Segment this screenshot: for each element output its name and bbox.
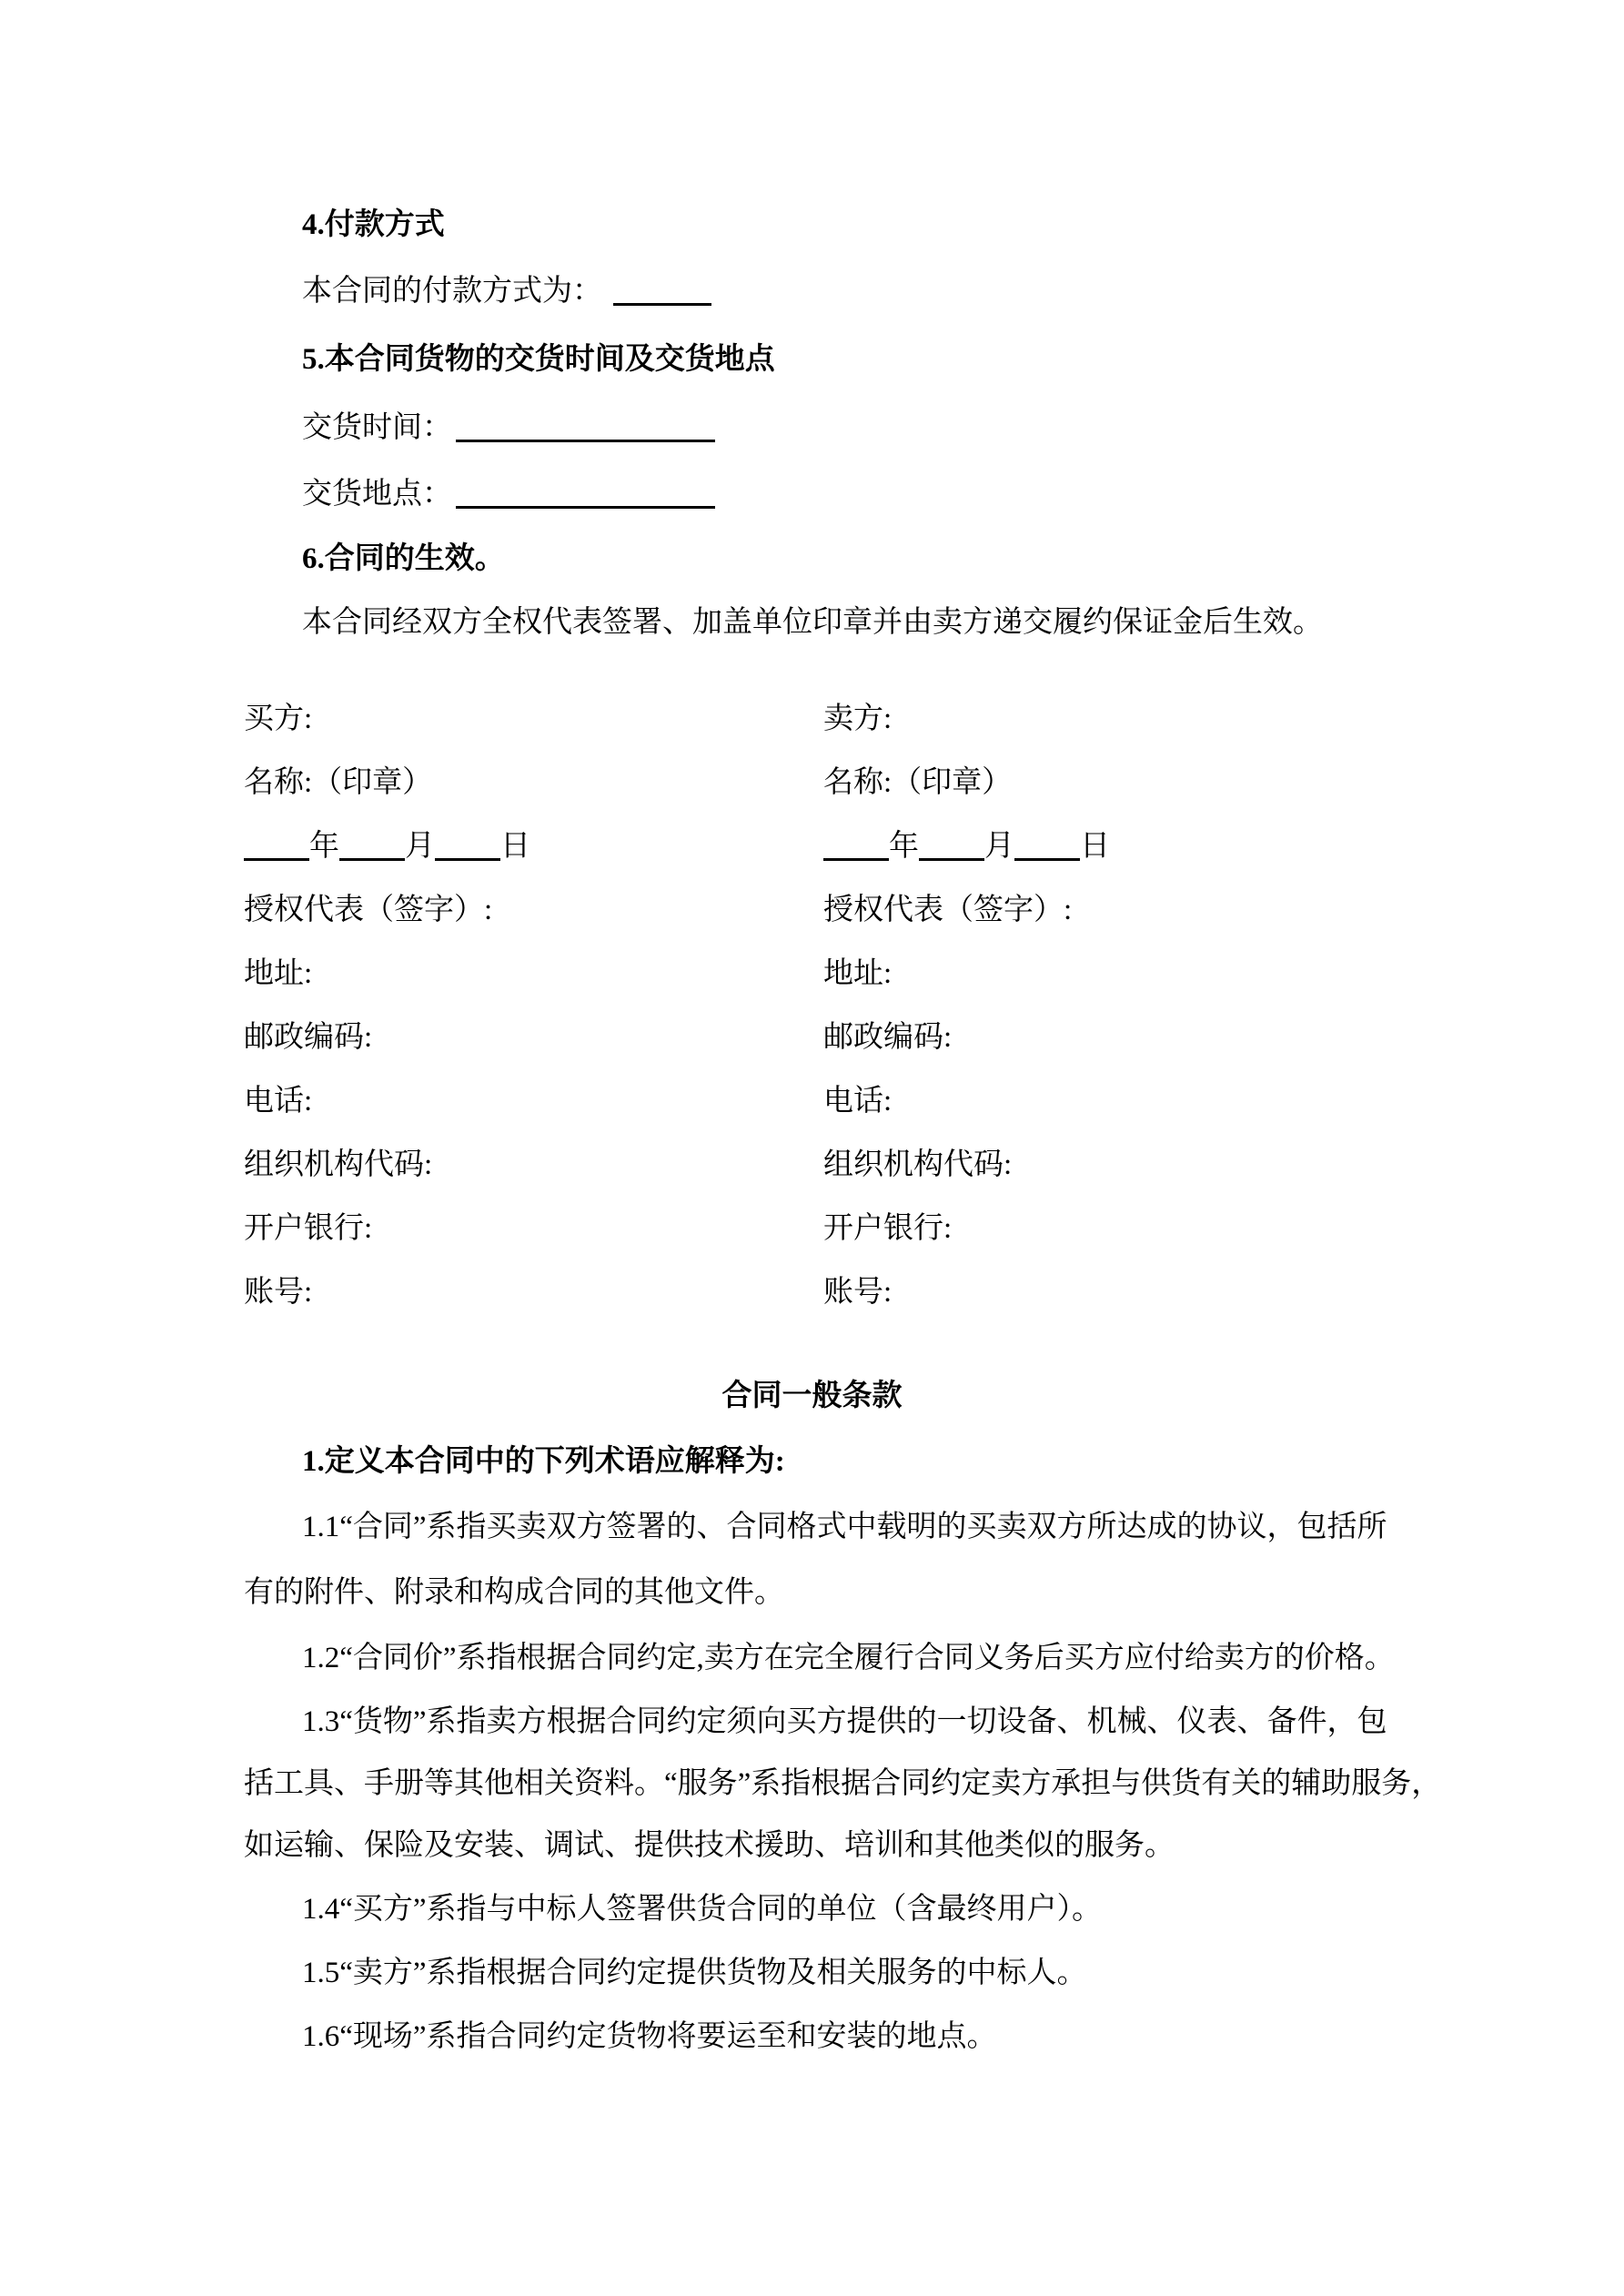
buyer-name-text: 名称:（印章） [244, 766, 433, 799]
buyer-phone-text: 电话: [244, 1085, 313, 1118]
delivery-heading [302, 339, 775, 379]
seller-bank-text: 开户银行: [823, 1212, 953, 1245]
seller-postal-text: 邮政编码: [823, 1021, 953, 1054]
buyer-postal-label [244, 1017, 372, 1057]
seller-day-blank [1014, 828, 1080, 861]
seller-date-line [823, 826, 1110, 866]
clause-text: 1.6“现场”系指合同约定货物将要运至和安装的地点。 [302, 2020, 997, 2053]
delivery-place-blank [456, 476, 715, 509]
clause-1-3-line-2 [244, 1764, 1441, 1804]
clause-1-5-line-1 [302, 1953, 1087, 1993]
buyer-name-label [244, 763, 432, 803]
delivery-time-label: 交货时间： [302, 411, 452, 444]
payment-label: 本合同的付款方式为： [302, 275, 602, 308]
buyer-org-label [244, 1145, 432, 1185]
seller-auth-text: 授权代表（签字）: [823, 894, 1073, 926]
seller-year-blank [823, 828, 889, 861]
clause-text: 1.5“卖方”系指根据合同约定提供货物及相关服务的中标人。 [302, 1957, 1087, 1989]
buyer-address-label [244, 954, 312, 994]
delivery-heading-text: 5.本合同货物的交货时间及交货地点 [302, 343, 775, 376]
seller-auth-label [823, 890, 1072, 930]
day-char: 日 [500, 830, 530, 863]
effective-heading-text: 6.合同的生效。 [302, 542, 505, 575]
clause-text: 1.2“合同价”系指根据合同约定,卖方在完全履行合同义务后买方应付给卖方的价格。 [302, 1642, 1395, 1674]
clause-1-1-line-1 [302, 1507, 1387, 1547]
clause-text: 1.4“买方”系指与中标人签署供货合同的单位（含最终用户）。 [302, 1893, 1103, 1926]
effective-heading [302, 539, 505, 579]
buyer-date-line [244, 826, 530, 866]
seller-postal-label [823, 1017, 952, 1057]
clause-1-2-line-1 [302, 1638, 1395, 1678]
delivery-time-blank [456, 410, 715, 442]
buyer-auth-text: 授权代表（签字）: [244, 894, 493, 926]
delivery-place-line [302, 474, 715, 514]
effective-body [302, 602, 1323, 642]
seller-address-label [823, 954, 892, 994]
seller-name-text: 名称:（印章） [823, 766, 1013, 799]
buyer-phone-label [244, 1081, 312, 1121]
clause-1-3-line-3 [244, 1826, 1175, 1866]
definitions-heading [302, 1441, 785, 1482]
general-terms-title-text: 合同一般条款 [721, 1380, 903, 1412]
seller-org-label [823, 1145, 1012, 1185]
buyer-title [244, 699, 312, 739]
seller-title-text: 卖方: [823, 703, 893, 735]
year-char: 年 [889, 830, 919, 863]
seller-phone-text: 电话: [823, 1085, 893, 1118]
year-char: 年 [309, 830, 339, 863]
buyer-bank-text: 开户银行: [244, 1212, 373, 1245]
definitions-heading-text: 1.定义本合同中的下列术语应解释为: [302, 1445, 785, 1478]
seller-title [823, 699, 892, 739]
seller-month-blank [919, 828, 984, 861]
seller-account-text: 账号: [823, 1276, 893, 1309]
buyer-title-text: 买方: [244, 703, 313, 735]
seller-org-text: 组织机构代码: [823, 1148, 1013, 1181]
clause-text: 括工具、手册等其他相关资料。“服务”系指根据合同约定卖方承担与供货有关的辅助服务， [244, 1767, 1442, 1800]
clause-1-1-line-2 [244, 1573, 784, 1613]
seller-bank-label [823, 1209, 952, 1249]
buyer-year-blank [244, 828, 309, 861]
clause-text: 1.3“货物”系指卖方根据合同约定须向买方提供的一切设备、机械、仪表、备件，包 [302, 1705, 1387, 1738]
effective-body-text: 本合同经双方全权代表签署、加盖单位印章并由卖方递交履约保证金后生效。 [302, 606, 1323, 639]
clause-1-3-line-1 [302, 1702, 1387, 1742]
month-char: 月 [405, 830, 435, 863]
buyer-address-text: 地址: [244, 957, 313, 990]
buyer-month-blank [339, 828, 405, 861]
payment-heading [302, 205, 445, 245]
buyer-account-label [244, 1272, 312, 1312]
general-terms-title [0, 1376, 1624, 1416]
clause-text: 如运输、保险及安装、调试、提供技术援助、培训和其他类似的服务。 [244, 1829, 1175, 1862]
clause-text: 有的附件、附录和构成合同的其他文件。 [244, 1576, 784, 1609]
payment-line [302, 271, 711, 311]
buyer-bank-label [244, 1209, 372, 1249]
day-char: 日 [1080, 830, 1110, 863]
buyer-day-blank [435, 828, 500, 861]
clause-1-6-line-1 [302, 2017, 997, 2057]
clause-1-4-line-1 [302, 1889, 1102, 1929]
payment-heading-text: 4.付款方式 [302, 208, 445, 241]
delivery-place-label: 交货地点： [302, 478, 452, 511]
buyer-account-text: 账号: [244, 1276, 313, 1309]
clause-text: 1.1“合同”系指买卖双方签署的、合同格式中载明的买卖双方所达成的协议，包括所 [302, 1511, 1387, 1543]
seller-name-label [823, 763, 1012, 803]
month-char: 月 [984, 830, 1014, 863]
buyer-org-text: 组织机构代码: [244, 1148, 433, 1181]
buyer-auth-label [244, 890, 492, 930]
seller-address-text: 地址: [823, 957, 893, 990]
payment-method-blank [613, 273, 711, 306]
delivery-time-line [302, 408, 715, 448]
buyer-postal-text: 邮政编码: [244, 1021, 373, 1054]
seller-account-label [823, 1272, 892, 1312]
seller-phone-label [823, 1081, 892, 1121]
